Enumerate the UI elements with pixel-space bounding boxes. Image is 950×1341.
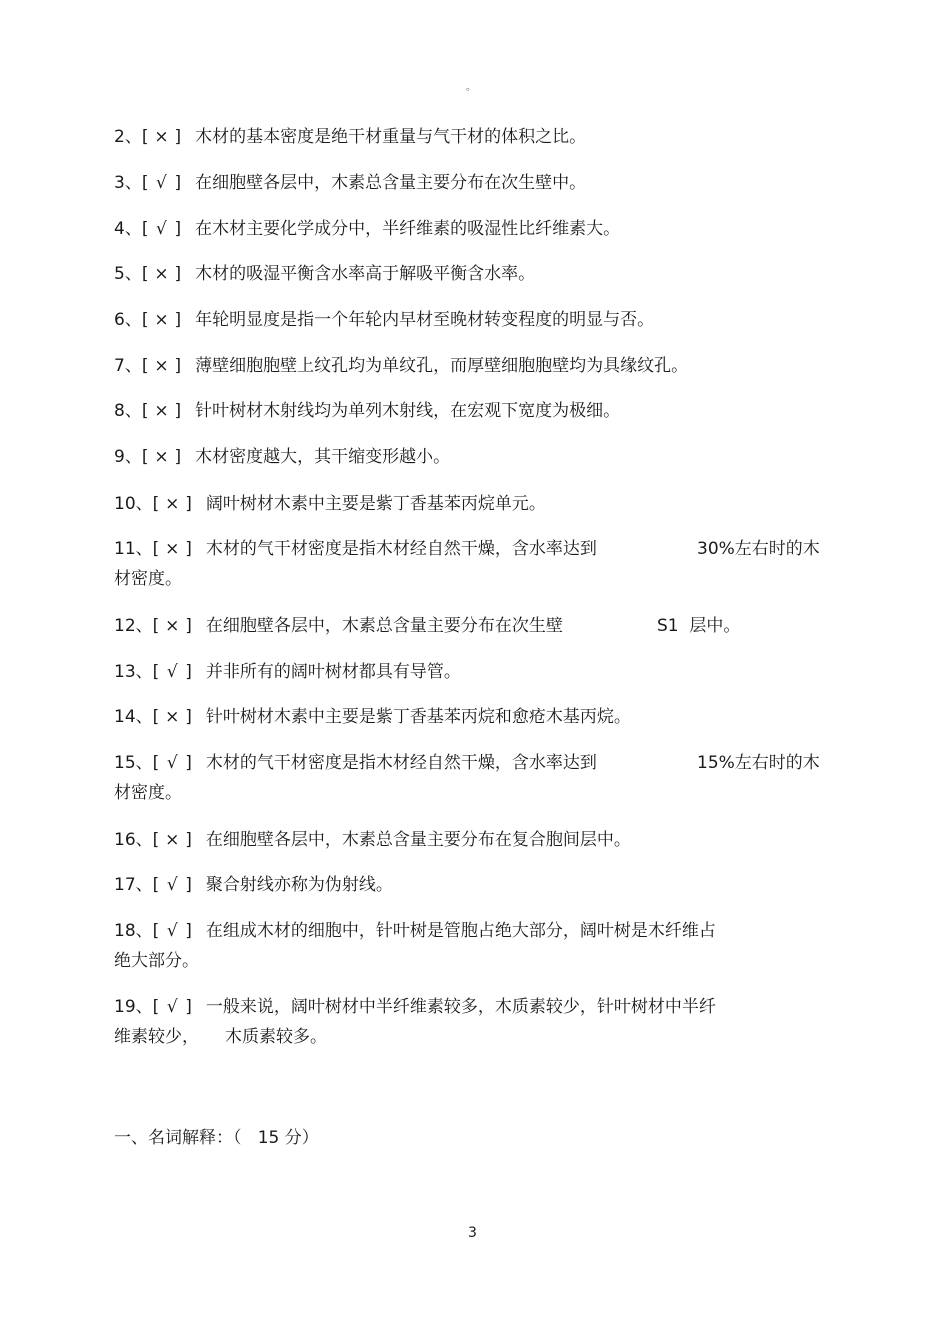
question-number: 4、[ — [114, 219, 149, 239]
bracket-close: ] — [185, 707, 192, 727]
section-heading: 一、名词解释：（ 15 分） — [114, 1128, 319, 1148]
question-item — [114, 706, 631, 728]
bracket-close: ] — [185, 616, 192, 636]
answer-mark: × — [154, 356, 169, 376]
question-number: 5、[ — [114, 264, 149, 284]
question-text: 在细胞壁各层中，木素总含量主要分布在次生壁中。 — [195, 173, 587, 193]
question-text: 阔叶树材木素中主要是紫丁香基苯丙烷单元。 — [205, 494, 546, 514]
answer-mark: √ — [156, 173, 167, 193]
question-number: 2、[ — [114, 127, 149, 147]
answer-mark: × — [165, 616, 180, 636]
question-item — [114, 996, 716, 1018]
header-dot: 。 — [466, 82, 476, 93]
question-number: 18、[ — [114, 921, 160, 941]
bracket-close: ] — [174, 127, 182, 147]
bracket-close: ] — [185, 662, 192, 682]
question-text: 一般来说，阔叶树材中半纤维素较多，木质素较少，针叶树材中半纤 — [205, 997, 716, 1017]
question-text: 聚合射线亦称为伪射线。 — [205, 875, 393, 895]
bracket-close: ] — [174, 219, 182, 239]
question-text: 在木材主要化学成分中，半纤维素的吸湿性比纤维素大。 — [195, 219, 621, 239]
answer-mark: × — [165, 830, 180, 850]
answer-mark: × — [165, 707, 180, 727]
bracket-close: ] — [185, 753, 192, 773]
question-number: 8、[ — [114, 401, 149, 421]
question-item — [114, 493, 546, 515]
question-text: 木材密度越大，其干缩变形越小。 — [195, 447, 451, 467]
answer-mark: √ — [166, 997, 178, 1017]
question-item — [114, 446, 450, 468]
question-text: 针叶树材木射线均为单列木射线，在宏观下宽度为极细。 — [195, 401, 621, 421]
question-number: 9、[ — [114, 447, 149, 467]
bracket-close: ] — [185, 875, 192, 895]
question-number: 3、[ — [114, 173, 149, 193]
bracket-close: ] — [174, 264, 182, 284]
answer-mark: √ — [166, 875, 178, 895]
question-item — [114, 309, 654, 331]
bracket-close: ] — [174, 173, 182, 193]
question-item — [114, 355, 688, 377]
question-text-tail: 30%左右时的木 — [697, 539, 820, 559]
answer-mark: √ — [156, 219, 167, 239]
question-continuation: 材密度。 — [114, 569, 182, 589]
question-continuation-tail: 木质素较多。 — [225, 1027, 327, 1047]
answer-mark: √ — [166, 921, 178, 941]
question-continuation: 绝大部分。 — [114, 951, 199, 971]
question-number: 6、[ — [114, 310, 149, 330]
bracket-close: ] — [185, 830, 192, 850]
bracket-close: ] — [174, 356, 182, 376]
question-number: 13、[ — [114, 662, 160, 682]
answer-mark: × — [154, 264, 169, 284]
question-number: 15、[ — [114, 753, 160, 773]
bracket-close: ] — [174, 447, 182, 467]
bracket-close: ] — [185, 921, 192, 941]
answer-mark: × — [154, 310, 169, 330]
question-text-tail: S1 层中。 — [657, 616, 741, 636]
answer-mark: × — [154, 447, 169, 467]
page-number: 3 — [468, 1225, 477, 1241]
question-number: 19、[ — [114, 997, 160, 1017]
question-text-tail: 15%左右时的木 — [697, 753, 820, 773]
question-number: 7、[ — [114, 356, 149, 376]
bracket-close: ] — [185, 997, 192, 1017]
bracket-close: ] — [185, 539, 192, 559]
question-item — [114, 126, 586, 148]
question-number: 12、[ — [114, 616, 160, 636]
question-continuation: 维素较少， — [114, 1027, 199, 1047]
question-item — [114, 615, 563, 637]
question-item — [114, 874, 393, 896]
question-number: 14、[ — [114, 707, 160, 727]
question-item — [114, 218, 620, 240]
question-number: 17、[ — [114, 875, 160, 895]
answer-mark: × — [165, 539, 180, 559]
question-item — [114, 400, 620, 422]
answer-mark: × — [154, 127, 169, 147]
question-continuation: 材密度。 — [114, 783, 182, 803]
question-text: 木材的气干材密度是指木材经自然干燥，含水率达到 — [205, 539, 597, 559]
question-item — [114, 263, 535, 285]
question-text: 在细胞壁各层中，木素总含量主要分布在复合胞间层中。 — [205, 830, 631, 850]
question-number: 16、[ — [114, 830, 160, 850]
question-item — [114, 752, 597, 774]
question-text: 木材的气干材密度是指木材经自然干燥，含水率达到 — [205, 753, 597, 773]
answer-mark: × — [154, 401, 169, 421]
question-item — [114, 538, 597, 560]
bracket-close: ] — [174, 310, 182, 330]
question-number: 10、[ — [114, 494, 160, 514]
bracket-close: ] — [185, 494, 192, 514]
bracket-close: ] — [174, 401, 182, 421]
question-text: 年轮明显度是指一个年轮内早材至晚材转变程度的明显与否。 — [195, 310, 655, 330]
answer-mark: × — [165, 494, 180, 514]
answer-mark: √ — [166, 753, 178, 773]
question-text: 在组成木材的细胞中，针叶树是管胞占绝大部分，阔叶树是木纤维占 — [205, 921, 716, 941]
question-text: 在细胞壁各层中，木素总含量主要分布在次生壁 — [205, 616, 563, 636]
answer-mark: √ — [166, 662, 178, 682]
question-text: 并非所有的阔叶树材都具有导管。 — [205, 662, 461, 682]
question-item — [114, 661, 461, 683]
question-number: 11、[ — [114, 539, 160, 559]
question-text: 薄壁细胞胞壁上纹孔均为单纹孔，而厚壁细胞胞壁均为具缘纹孔。 — [195, 356, 689, 376]
question-text: 针叶树材木素中主要是紫丁香基苯丙烷和愈疮木基丙烷。 — [205, 707, 631, 727]
question-item — [114, 920, 716, 942]
question-item — [114, 172, 586, 194]
question-text: 木材的基本密度是绝干材重量与气干材的体积之比。 — [195, 127, 587, 147]
question-item — [114, 829, 631, 851]
question-text: 木材的吸湿平衡含水率高于解吸平衡含水率。 — [195, 264, 536, 284]
